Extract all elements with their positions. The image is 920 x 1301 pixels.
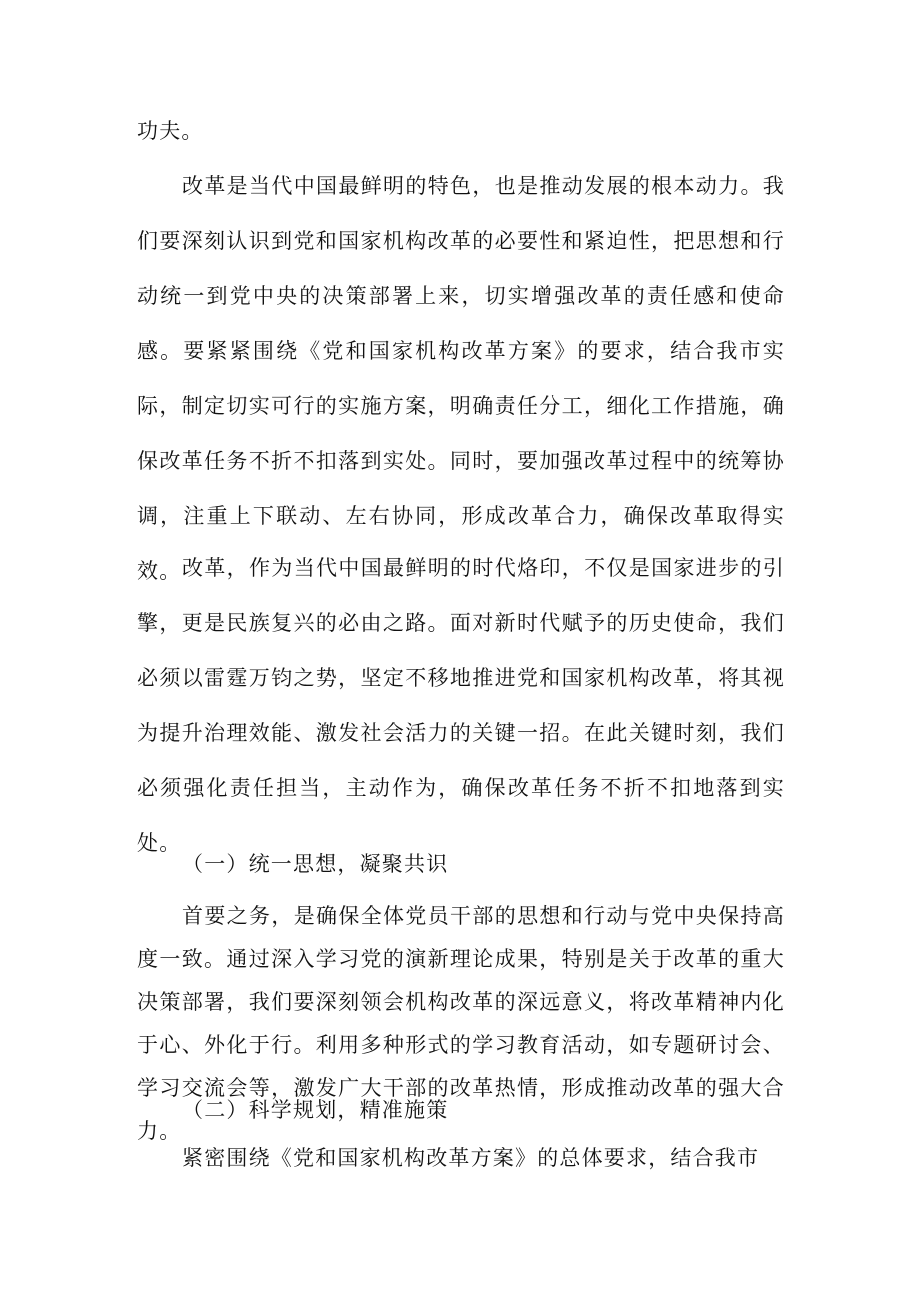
paragraph-plan-requirements: 紧密围绕《党和国家机构改革方案》的总体要求，结合我市 xyxy=(182,1146,760,1170)
paragraph-reform-imprint: 改革，作为当代中国最鲜明的时代烙印，不仅是国家进步的引擎，更是民族复兴的必由之路。面对新时代赋予的历史使命，我们必须以雷霆万钧之势，坚定不移地推进党和国家机构改革，将其视为提升治理效能、激发社会活力的关键一招。在此关键时刻，我们必须强化责任担当，主动作为，确保改革任务不折不扣地落到实处。 xyxy=(137,556,785,855)
paragraph-reform-feature: 改革是当代中国最鲜明的特色，也是推动发展的根本动力。我们要深刻认识到党和国家机构改革的必要性和紧迫性，把思想和行动统一到党中央的决策部署上来，切实增强改革的责任感和使命感。要紧紧围绕《党和国家机构改革方案》的要求，结合我市实际，制定切实可行的实施方案，明确责任分工，细化工作措施，确保改革任务不折不扣落到实处。同时，要加强改革过程中的统筹协调，注重上下联动、左右协同，形成改革合力，确保改革取得实效。 xyxy=(137,174,785,583)
paragraph-first-task: 首要之务，是确保全体党员干部的思想和行动与党中央保持高度一致。通过深入学习党的演新理论成果，特别是关于改革的重大决策部署，我们要深刻领会机构改革的深远意义，将改革精神内化于心、外化于行。利用多种形式的学习教育活动，如专题研讨会、学习交流会等，激发广大干部的改革热情，形成推动改革的强大合力。 xyxy=(137,904,785,1143)
paragraph-continuation: 功夫。 xyxy=(137,119,204,143)
section-heading-scientific-planning: （二）科学规划，精准施策 xyxy=(182,1098,449,1122)
section-heading-unify-thought: （一）统一思想，凝聚共识 xyxy=(182,852,449,876)
